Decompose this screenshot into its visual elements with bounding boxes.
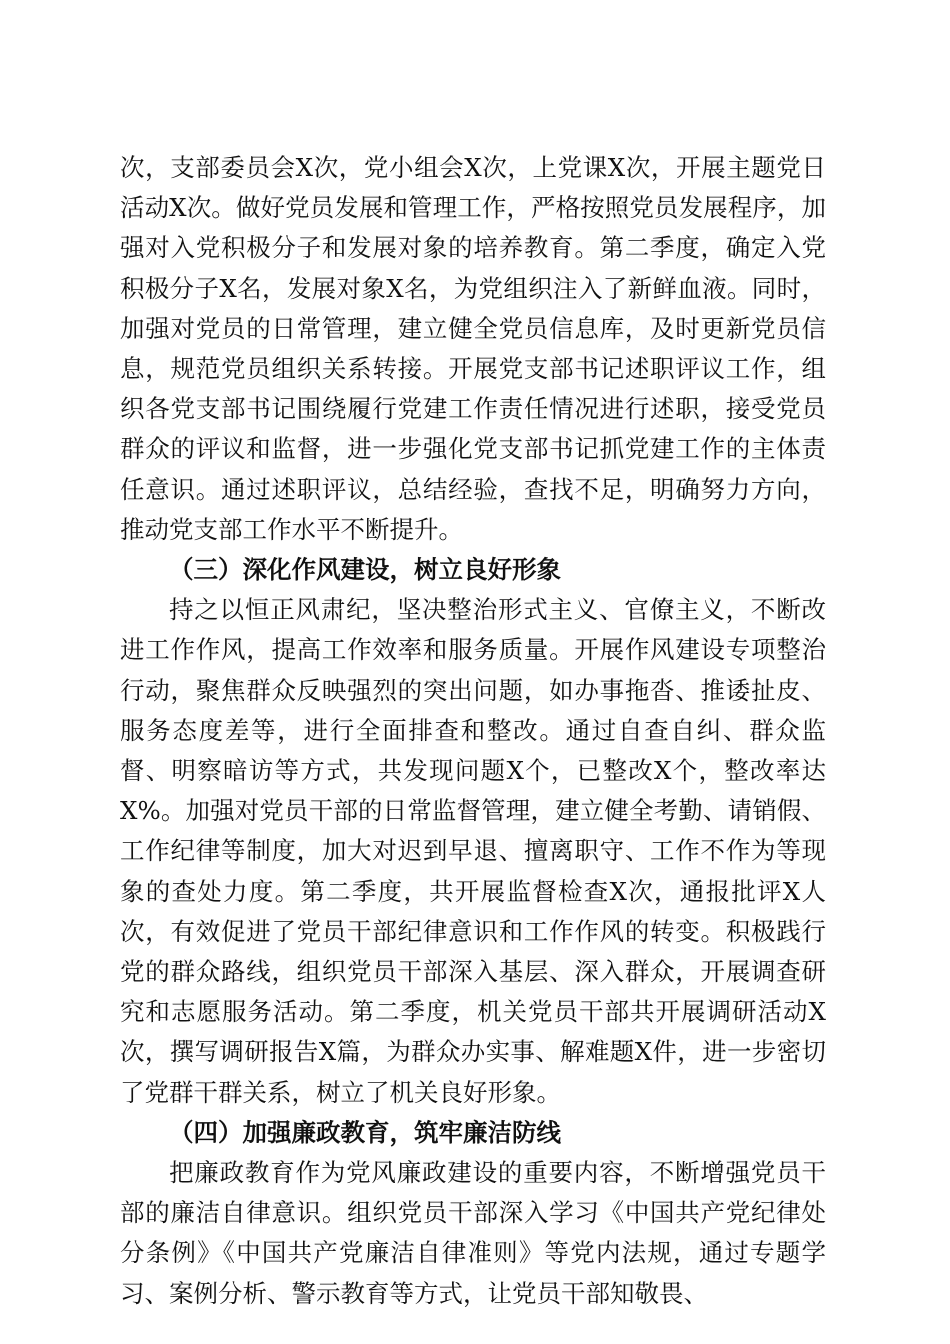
section-heading-work-style: （三）深化作风建设，树立良好形象 <box>169 555 561 585</box>
paragraph-work-style: 持之以恒正风肃纪，坚决整治形式主义、官僚主义，不断改进工作作风，提高工作效率和服务质量。开展作风建设专项整治行动，聚焦群众反映强烈的突出问题，如办事拖沓、推诿扯皮、服务态度差等，进行全面排查和整改。通过自查自纠、群众监督、明察暗访等方式，共发现问题X个，已整改X个，整改率达X%。加强对党员干部的日常监督管理，建立健全考勤、请销假、工作纪律等制度，加大对迟到早退、擅离职守、工作不作为等现象的查处力度。第二季度，共开展监督检查X次，通报批评X人次，有效促进了党员干部纪律意识和工作作风的转变。积极践行党的群众路线，组织党员干部深入基层、深入群众，开展调查研究和志愿服务活动。第二季度，机关党员干部共开展调研活动X次，撰写调研报告X篇，为群众办实事、解难题X件，进一步密切了党群干群关系，树立了机关良好形象。 <box>120 595 826 1107</box>
paragraph-integrity-education: 把廉政教育作为党风廉政建设的重要内容，不断增强党员干部的廉洁自律意识。组织党员干部深入学习《中国共产党纪律处分条例》《中国共产党廉洁自律准则》等党内法规，通过专题学习、案例分析、警示教育等方式，让党员干部知敬畏、 <box>120 1158 826 1308</box>
section-heading-integrity-education: （四）加强廉政教育，筑牢廉洁防线 <box>169 1117 561 1147</box>
document-body <box>120 148 826 1314</box>
paragraph-party-member-management: 次，支部委员会X次，党小组会X次，上党课X次，开展主题党日活动X次。做好党员发展和管理工作，严格按照党员发展程序，加强对入党积极分子和发展对象的培养教育。第二季度，确定入党积极分子X名，发展对象X名，为党组织注入了新鲜血液。同时，加强对党员的日常管理，建立健全党员信息库，及时更新党员信息，规范党员组织关系转接。开展党支部书记述职评议工作，组织各党支部书记围绕履行党建工作责任情况进行述职，接受党员群众的评议和监督，进一步强化党支部书记抓党建工作的主体责任意识。通过述职评议，总结经验，查找不足，明确努力方向，推动党支部工作水平不断提升。 <box>120 153 826 544</box>
